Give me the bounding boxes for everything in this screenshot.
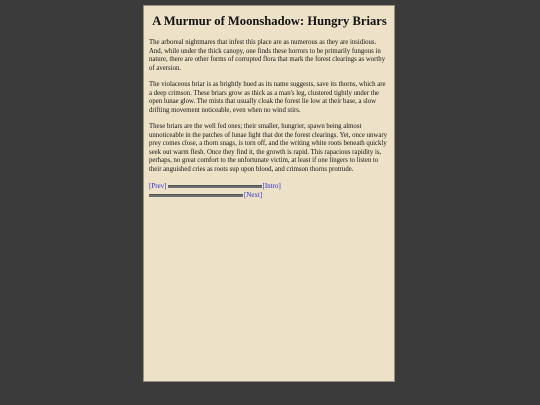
nav-divider bbox=[168, 185, 262, 188]
next-link[interactable]: [Next] bbox=[244, 191, 263, 199]
paragraph-1: The arboreal nightmares that infest this place are as numerous as they are insidious. And, while under the thick canopy, one finds these horrors to be primarily fungous in nature, there are other forms of corrupted flora that mark the forest clearings as worthy of aversion. bbox=[149, 39, 386, 72]
intro-link[interactable]: [Intro] bbox=[262, 182, 281, 190]
paragraph-3: These briars are the well fed ones; their smaller, hungrier, spawn being almost unnoticeable in the patches of lunae light that dot the forest clearings. Yet, once unwary prey comes close, a thorn snags, is torn off, and the writing white roots beneath quickly seek out warm flesh. Once they find it, the growth is rapid. This rapacious rapidity is, perhaps, no great comfort to the unfortunate victim, at least if one lingers to listen to their anguished cries as roots sup upon blood, and crimson thorns protrude. bbox=[149, 123, 388, 173]
document-page bbox=[143, 5, 395, 382]
page-title: A Murmur of Moonshadow: Hungry Briars bbox=[152, 14, 387, 28]
paragraph-2: The violaceous briar is as brightly hued as its name suggests, save its thorns, which are a deep crimson. These briars grow as thick as a man's leg, clustered tightly under the open lunae glow. The mists that usually cloak the forest lie low at their base, a slow drifting movement noticeable, even when no wind stirs. bbox=[149, 81, 386, 114]
nav-divider bbox=[149, 194, 243, 197]
page-navigation bbox=[149, 182, 390, 200]
prev-link[interactable]: [Prev] bbox=[149, 182, 167, 190]
